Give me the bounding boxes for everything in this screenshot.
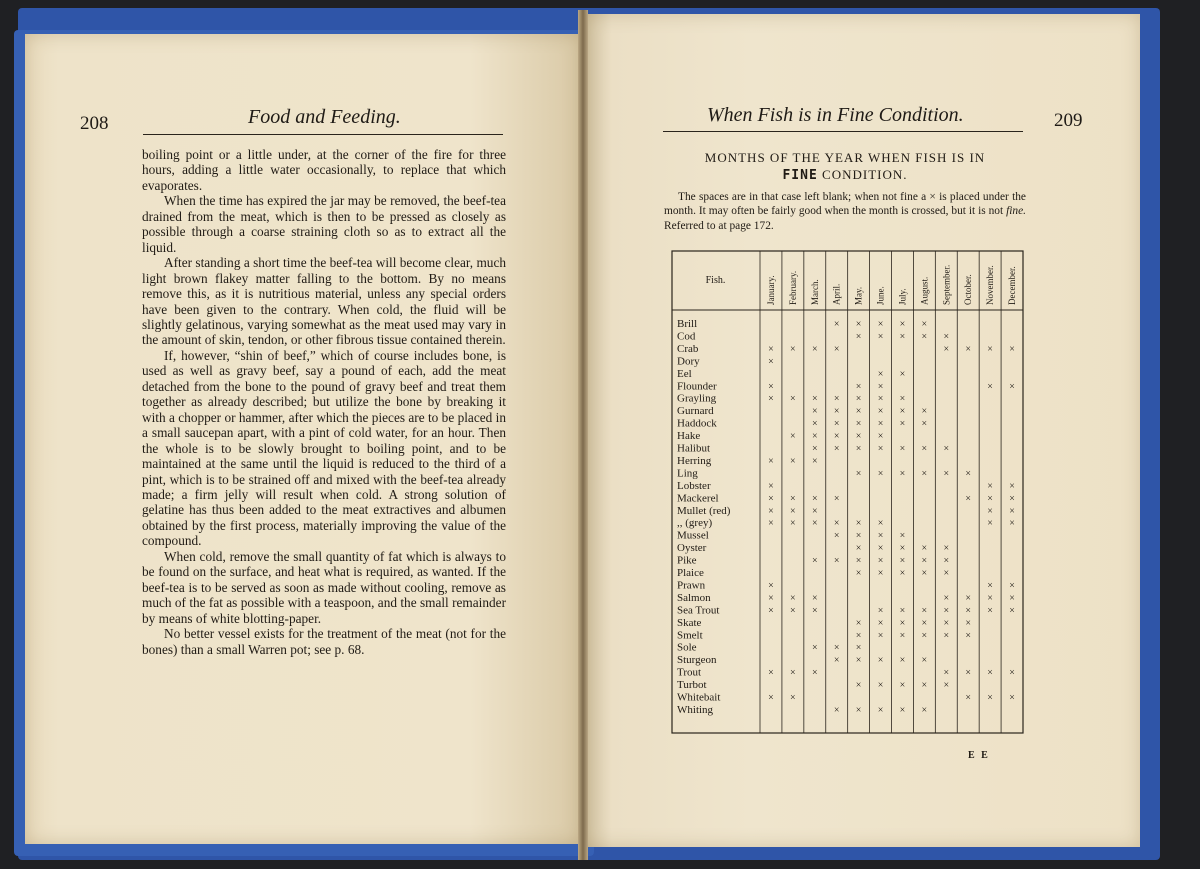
month-mark: × bbox=[921, 568, 928, 579]
month-mark: × bbox=[921, 443, 928, 455]
intro-reference: Referred to at page 172. bbox=[664, 219, 774, 232]
month-mark: × bbox=[833, 319, 840, 330]
month-mark: × bbox=[899, 543, 906, 555]
fish-name: Crab bbox=[677, 342, 699, 355]
month-mark: × bbox=[877, 468, 884, 480]
month-mark: × bbox=[899, 555, 906, 567]
month-mark: × bbox=[943, 667, 950, 679]
month-mark: × bbox=[855, 406, 862, 418]
month-mark: × bbox=[833, 655, 840, 667]
month-mark: × bbox=[855, 704, 862, 716]
month-mark: × bbox=[921, 704, 928, 716]
month-mark: × bbox=[921, 319, 928, 330]
month-mark: × bbox=[855, 642, 862, 654]
month-mark: × bbox=[833, 393, 840, 405]
month-mark: × bbox=[855, 381, 862, 393]
month-mark: × bbox=[1009, 580, 1015, 592]
month-mark: × bbox=[987, 381, 993, 393]
paragraph: boiling point or a little under, at the corner of the fire for three hours, adding a little water occasionally, to replace that which evaporates. bbox=[142, 147, 506, 193]
month-mark: × bbox=[943, 555, 950, 567]
month-mark: × bbox=[965, 468, 972, 480]
month-mark: × bbox=[811, 592, 818, 604]
month-mark: × bbox=[987, 605, 993, 617]
month-mark: × bbox=[921, 680, 928, 692]
month-mark: × bbox=[987, 692, 993, 704]
fish-name: Smelt bbox=[677, 629, 703, 642]
left-body-text bbox=[142, 147, 506, 657]
month-mark: × bbox=[855, 543, 862, 555]
month-mark: × bbox=[1009, 605, 1015, 617]
paragraph: When cold, remove the small quantity of fat which is always to be found on the surface, and heat what is required, as wanted. If the beef-tea is to be served as soon as made without cooling, remove as much of the fat as possible with a teaspoon, and the small remainder by means of white blotting-paper. bbox=[142, 548, 506, 626]
month-mark: × bbox=[943, 617, 950, 629]
fish-name: Skate bbox=[677, 616, 702, 629]
month-mark: × bbox=[921, 555, 928, 567]
fish-column-header: Fish. bbox=[705, 275, 726, 286]
month-mark: × bbox=[790, 692, 796, 704]
fish-name: Mullet (red) bbox=[677, 504, 731, 517]
month-mark: × bbox=[768, 592, 774, 604]
month-mark: × bbox=[877, 331, 884, 343]
month-mark: × bbox=[943, 630, 950, 642]
month-mark: × bbox=[1009, 692, 1015, 704]
month-mark: × bbox=[790, 592, 796, 604]
month-mark: × bbox=[811, 443, 818, 455]
left-page-number: 208 bbox=[80, 113, 109, 134]
fish-name: Halibut bbox=[677, 442, 710, 455]
month-mark: × bbox=[965, 617, 972, 629]
month-mark: × bbox=[855, 555, 862, 567]
fish-name: Sea Trout bbox=[677, 604, 720, 617]
month-mark: × bbox=[768, 343, 774, 355]
month-mark: × bbox=[943, 543, 950, 555]
month-mark: × bbox=[1009, 480, 1015, 492]
month-mark: × bbox=[811, 642, 818, 654]
month-mark: × bbox=[1009, 343, 1015, 355]
fish-name: Prawn bbox=[677, 579, 706, 592]
month-mark: × bbox=[855, 617, 862, 629]
month-header: March. bbox=[809, 279, 820, 305]
month-mark: × bbox=[833, 555, 840, 567]
month-mark: × bbox=[790, 343, 796, 355]
fish-name: Mussel bbox=[677, 529, 709, 542]
month-mark: × bbox=[965, 592, 972, 604]
fish-name: Lobster bbox=[677, 479, 711, 492]
fish-name: Haddock bbox=[677, 417, 717, 430]
fish-name: Whitebait bbox=[677, 691, 721, 704]
fish-name: Gurnard bbox=[677, 405, 714, 418]
month-mark: × bbox=[768, 455, 774, 467]
month-mark: × bbox=[1009, 667, 1015, 679]
month-mark: × bbox=[877, 518, 884, 530]
left-running-head: Food and Feeding. bbox=[248, 106, 401, 128]
month-mark: × bbox=[768, 518, 774, 530]
signature-mark: E E bbox=[968, 750, 990, 761]
month-mark: × bbox=[921, 617, 928, 629]
fish-name: Sole bbox=[677, 641, 697, 654]
month-mark: × bbox=[943, 592, 950, 604]
month-mark: × bbox=[768, 605, 774, 617]
month-mark: × bbox=[877, 568, 884, 579]
month-mark: × bbox=[811, 406, 818, 418]
month-mark: × bbox=[877, 680, 884, 692]
month-mark: × bbox=[921, 630, 928, 642]
month-mark: × bbox=[877, 530, 884, 542]
month-mark: × bbox=[833, 530, 840, 542]
month-mark: × bbox=[1009, 592, 1015, 604]
month-mark: × bbox=[833, 418, 840, 430]
intro-italic: fine. bbox=[1006, 205, 1026, 218]
month-mark: × bbox=[833, 443, 840, 455]
month-mark: × bbox=[790, 518, 796, 530]
month-mark: × bbox=[790, 393, 796, 405]
fish-name: Flounder bbox=[677, 380, 717, 393]
month-mark: × bbox=[790, 667, 796, 679]
month-mark: × bbox=[899, 630, 906, 642]
month-mark: × bbox=[899, 704, 906, 716]
month-mark: × bbox=[877, 704, 884, 716]
month-mark: × bbox=[899, 418, 906, 430]
month-mark: × bbox=[899, 368, 906, 380]
paragraph: If, however, “shin of beef,” which of course includes bone, is used as well as gravy beef, say a pound of each, add the meat detached from the bone to the pound of gravy beef and treat them together as already described; but utilize the bone by breaking it with a chopper or hammer, after which the pieces are to be placed in a small saucepan apart, with a pint of cold water, for an hour. Then the whole is to be slowly brought to boiling point, and to be maintained at the same until the liquid is reduced to the third of a pint, which is to be strained off and mixed with the beef-tea already made; a firm jelly will result when cold. A strong solution of gelatine has thus been added to the meat extractives and albumen obtained by the first process, materially improving the value of the compound. bbox=[142, 347, 506, 549]
month-mark: × bbox=[899, 443, 906, 455]
month-mark: × bbox=[855, 518, 862, 530]
month-mark: × bbox=[921, 655, 928, 667]
month-mark: × bbox=[790, 431, 796, 443]
month-mark: × bbox=[899, 617, 906, 629]
month-mark: × bbox=[965, 605, 972, 617]
month-mark: × bbox=[811, 455, 818, 467]
fish-name: Eel bbox=[677, 367, 692, 380]
month-mark: × bbox=[768, 505, 774, 517]
month-mark: × bbox=[987, 480, 993, 492]
month-mark: × bbox=[811, 343, 818, 355]
month-mark: × bbox=[790, 493, 796, 505]
month-header: December. bbox=[1007, 266, 1018, 305]
fish-name: Cod bbox=[677, 330, 696, 343]
month-mark: × bbox=[987, 667, 993, 679]
month-mark: × bbox=[987, 343, 993, 355]
month-mark: × bbox=[877, 418, 884, 430]
month-mark: × bbox=[768, 381, 774, 393]
month-mark: × bbox=[899, 406, 906, 418]
table-title bbox=[663, 149, 1027, 184]
month-mark: × bbox=[943, 568, 950, 579]
month-mark: × bbox=[768, 580, 774, 592]
month-mark: × bbox=[855, 443, 862, 455]
month-mark: × bbox=[899, 468, 906, 480]
month-mark: × bbox=[877, 630, 884, 642]
month-mark: × bbox=[855, 655, 862, 667]
title-line-2: CONDITION. bbox=[817, 167, 908, 182]
intro-text: The spaces are in that case left blank; when not fine a × is placed under the month. It may often be fairly good when the month is crossed, but it is not bbox=[664, 191, 1026, 218]
month-header: August. bbox=[919, 276, 930, 305]
month-mark: × bbox=[790, 605, 796, 617]
month-header: May. bbox=[853, 286, 864, 305]
month-mark: × bbox=[987, 505, 993, 517]
month-mark: × bbox=[877, 319, 884, 330]
month-mark: × bbox=[855, 393, 862, 405]
month-header: September. bbox=[941, 264, 952, 305]
right-page-number: 209 bbox=[1054, 110, 1083, 131]
month-mark: × bbox=[899, 331, 906, 343]
month-mark: × bbox=[811, 555, 818, 567]
month-mark: × bbox=[855, 418, 862, 430]
month-mark: × bbox=[899, 655, 906, 667]
month-mark: × bbox=[987, 580, 993, 592]
month-mark: × bbox=[833, 493, 840, 505]
fish-name: Ling bbox=[677, 467, 698, 480]
month-mark: × bbox=[768, 356, 774, 368]
right-running-head: When Fish is in Fine Condition. bbox=[707, 104, 964, 126]
month-mark: × bbox=[877, 406, 884, 418]
month-mark: × bbox=[811, 518, 818, 530]
month-mark: × bbox=[811, 493, 818, 505]
month-mark: × bbox=[811, 605, 818, 617]
right-header-rule bbox=[663, 131, 1023, 132]
month-mark: × bbox=[921, 468, 928, 480]
title-line-1: MONTHS OF THE YEAR WHEN FISH IS IN bbox=[704, 150, 986, 165]
month-mark: × bbox=[877, 381, 884, 393]
paragraph: When the time has expired the jar may be removed, the beef-tea drained from the meat, which is then to be pressed as closely as possible through a coarse straining cloth so as to extract all the liquid. bbox=[142, 193, 506, 255]
month-mark: × bbox=[811, 667, 818, 679]
month-mark: × bbox=[877, 431, 884, 443]
fish-name: Oyster bbox=[677, 542, 707, 555]
fish-name: Trout bbox=[677, 666, 702, 679]
month-mark: × bbox=[768, 480, 774, 492]
month-header: April. bbox=[831, 283, 842, 305]
month-mark: × bbox=[811, 505, 818, 517]
title-fine: FINE bbox=[782, 168, 818, 183]
month-mark: × bbox=[855, 468, 862, 480]
month-mark: × bbox=[811, 418, 818, 430]
month-mark: × bbox=[833, 343, 840, 355]
month-mark: × bbox=[1009, 518, 1015, 530]
month-mark: × bbox=[921, 543, 928, 555]
fish-name: ,, (grey) bbox=[677, 517, 713, 530]
month-mark: × bbox=[921, 605, 928, 617]
month-mark: × bbox=[877, 443, 884, 455]
month-mark: × bbox=[1009, 505, 1015, 517]
month-mark: × bbox=[877, 543, 884, 555]
fish-name: Salmon bbox=[677, 591, 711, 604]
month-mark: × bbox=[855, 568, 862, 579]
month-header: November. bbox=[985, 265, 996, 305]
month-mark: × bbox=[833, 406, 840, 418]
fish-name: Turbot bbox=[677, 679, 707, 692]
month-mark: × bbox=[965, 493, 972, 505]
fish-name: Dory bbox=[677, 355, 700, 368]
month-mark: × bbox=[768, 692, 774, 704]
fish-condition-table bbox=[671, 250, 1025, 735]
month-mark: × bbox=[921, 331, 928, 343]
month-mark: × bbox=[855, 530, 862, 542]
month-mark: × bbox=[899, 530, 906, 542]
fish-name: Plaice bbox=[677, 567, 704, 579]
month-header: October. bbox=[963, 274, 974, 305]
month-mark: × bbox=[965, 343, 972, 355]
month-header: June. bbox=[875, 286, 886, 305]
month-mark: × bbox=[877, 393, 884, 405]
month-mark: × bbox=[899, 568, 906, 579]
fish-name: Herring bbox=[677, 454, 712, 467]
month-mark: × bbox=[943, 468, 950, 480]
month-mark: × bbox=[811, 393, 818, 405]
month-header: February. bbox=[787, 270, 798, 305]
table-intro bbox=[664, 190, 1026, 233]
month-mark: × bbox=[855, 331, 862, 343]
month-mark: × bbox=[987, 518, 993, 530]
month-mark: × bbox=[877, 368, 884, 380]
fish-name: Grayling bbox=[677, 392, 717, 405]
month-mark: × bbox=[987, 493, 993, 505]
month-mark: × bbox=[921, 418, 928, 430]
month-mark: × bbox=[965, 667, 972, 679]
month-mark: × bbox=[1009, 493, 1015, 505]
month-mark: × bbox=[833, 642, 840, 654]
month-mark: × bbox=[987, 592, 993, 604]
month-mark: × bbox=[790, 455, 796, 467]
book-gutter bbox=[578, 10, 588, 860]
month-mark: × bbox=[877, 655, 884, 667]
month-mark: × bbox=[833, 518, 840, 530]
month-mark: × bbox=[943, 331, 950, 343]
month-mark: × bbox=[811, 431, 818, 443]
month-mark: × bbox=[855, 319, 862, 330]
month-mark: × bbox=[768, 493, 774, 505]
month-mark: × bbox=[965, 630, 972, 642]
fish-name: Hake bbox=[677, 430, 701, 443]
month-mark: × bbox=[921, 406, 928, 418]
paragraph: After standing a short time the beef-tea will become clear, much light brown flakey matter falling to the bottom. By no means remove this, as it is nutritious material, unless any special orders have been given to the contrary. When cold, the fluid will be slightly gelatinous, varying somewhat as the meat used may vary in the amount of skin, tendon, or other fibrous tissue contained therein. bbox=[142, 255, 506, 348]
month-mark: × bbox=[790, 505, 796, 517]
month-header: July. bbox=[897, 288, 908, 305]
fish-name: Sturgeon bbox=[677, 654, 717, 667]
fish-name: Brill bbox=[677, 318, 698, 330]
month-mark: × bbox=[877, 555, 884, 567]
month-mark: × bbox=[877, 605, 884, 617]
fish-name: Mackerel bbox=[677, 492, 719, 505]
month-mark: × bbox=[943, 680, 950, 692]
month-mark: × bbox=[899, 393, 906, 405]
paragraph: No better vessel exists for the treatment of the meat (not for the bones) than a small Warren pot; see p. 68. bbox=[142, 626, 506, 657]
month-mark: × bbox=[833, 431, 840, 443]
month-mark: × bbox=[965, 692, 972, 704]
month-mark: × bbox=[943, 605, 950, 617]
month-mark: × bbox=[833, 704, 840, 716]
month-mark: × bbox=[943, 343, 950, 355]
month-mark: × bbox=[1009, 381, 1015, 393]
month-mark: × bbox=[899, 319, 906, 330]
month-mark: × bbox=[768, 393, 774, 405]
month-header: January. bbox=[765, 275, 776, 305]
month-mark: × bbox=[855, 680, 862, 692]
month-mark: × bbox=[899, 680, 906, 692]
month-mark: × bbox=[768, 667, 774, 679]
month-mark: × bbox=[855, 630, 862, 642]
month-mark: × bbox=[877, 617, 884, 629]
left-header-rule bbox=[143, 134, 503, 135]
month-mark: × bbox=[899, 605, 906, 617]
fish-name: Pike bbox=[677, 554, 697, 567]
month-mark: × bbox=[855, 431, 862, 443]
month-mark: × bbox=[943, 443, 950, 455]
fish-name: Whiting bbox=[677, 703, 714, 716]
